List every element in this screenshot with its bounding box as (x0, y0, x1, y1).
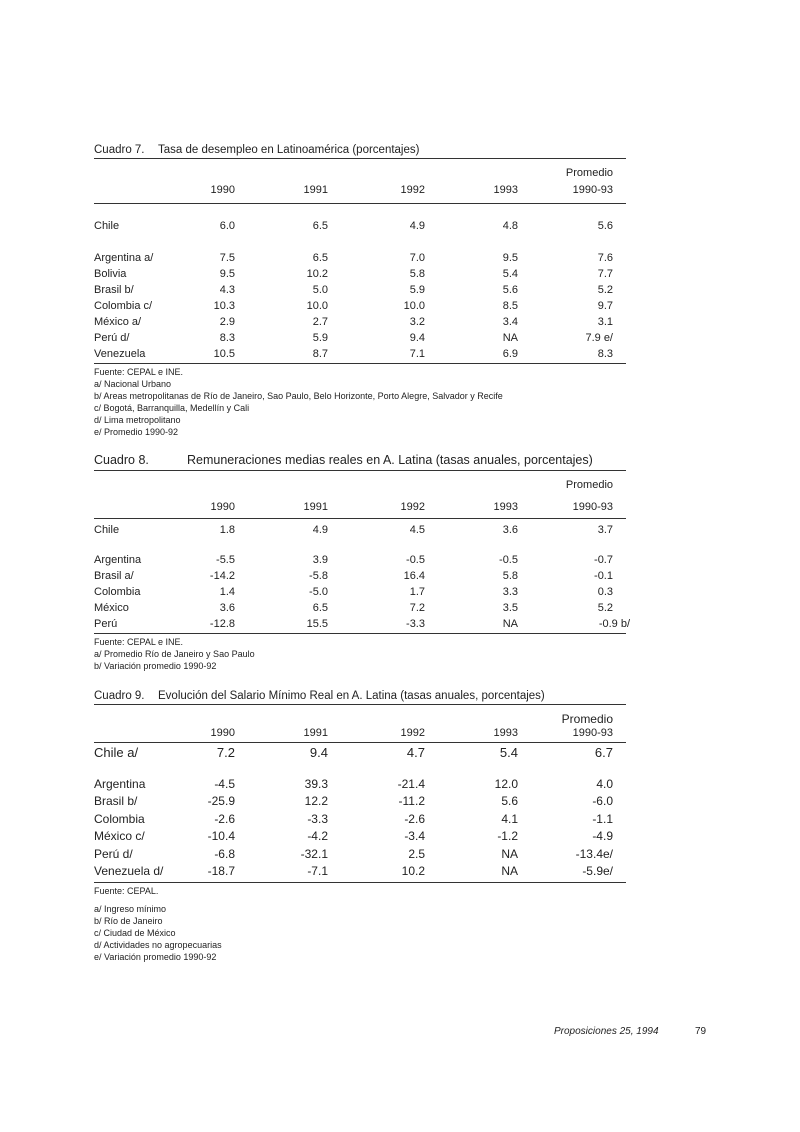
cell: -14.2 (209, 570, 235, 582)
column-header: 1992 (400, 727, 425, 739)
column-header: 1991 (303, 184, 328, 196)
row-label: Venezuela (94, 348, 146, 360)
cell: 7.0 (409, 252, 425, 264)
cell: -2.6 (214, 811, 235, 826)
table-row (94, 552, 626, 568)
cell: 3.5 (502, 602, 518, 614)
cell: -32.1 (300, 846, 328, 861)
row-label: México (94, 602, 129, 614)
cell: -1.2 (497, 829, 518, 843)
page-number: 79 (695, 1026, 707, 1037)
header-row-top (94, 165, 626, 182)
cell: 5.6 (502, 284, 518, 296)
cell: 8.3 (597, 348, 613, 360)
table-row (94, 346, 626, 362)
cell: 1.7 (409, 586, 425, 598)
table-notes (94, 366, 626, 438)
table-row (94, 298, 626, 314)
row-label: Argentina (94, 554, 142, 566)
cell: 5.9 (312, 332, 328, 344)
column-header: 1990 (210, 501, 235, 513)
cell: 7.6 (597, 252, 613, 264)
footnote: c/ Bogotá, Barranquilla, Medellín y Cali (94, 403, 250, 413)
row-label: Argentina (94, 776, 146, 791)
header-row (94, 182, 626, 199)
source-note: Fuente: CEPAL. (94, 885, 159, 896)
footnote: c/ Ciudad de México (94, 927, 176, 938)
column-header: 1990 (210, 727, 235, 739)
table-row (94, 776, 626, 794)
column-header: Promedio (561, 712, 613, 726)
footnote: e/ Promedio 1990-92 (94, 427, 179, 437)
cell: -11.2 (398, 794, 425, 808)
table-row (94, 616, 630, 632)
cell: 6.9 (502, 348, 518, 360)
cell: 4.0 (596, 776, 613, 791)
source-note: Fuente: CEPAL e INE. (94, 637, 184, 647)
row-label: Chile (94, 524, 120, 536)
cell: -7.1 (307, 864, 328, 878)
cell: 10.2 (401, 864, 425, 878)
row-label: Bolivia (94, 268, 127, 280)
cell: -4.2 (307, 829, 328, 843)
cell: 7.1 (409, 348, 425, 360)
cell: 3.3 (502, 586, 518, 598)
footnote: e/ Variación promedio 1990-92 (94, 951, 217, 962)
cell: 6.0 (219, 220, 235, 232)
cell: 1.4 (219, 586, 235, 598)
source-note: Fuente: CEPAL e INE. (94, 367, 184, 377)
running-footer: Proposiciones 25, 1994 (554, 1026, 659, 1037)
cell: -4.5 (214, 776, 235, 791)
cell: 8.5 (502, 300, 518, 312)
column-header: Promedio (565, 479, 613, 491)
column-header: 1992 (400, 501, 425, 513)
table-number: Cuadro 7. (94, 144, 145, 156)
cell: 12.0 (494, 776, 518, 791)
footnote: a/ Ingreso mínimo (94, 903, 167, 914)
header-row-top (94, 477, 626, 499)
header-row (94, 499, 626, 515)
row-label: Chile (94, 220, 120, 232)
cell: 4.3 (219, 284, 235, 296)
cell: 6.5 (312, 252, 328, 264)
table-caption (94, 142, 626, 158)
cell: 16.4 (403, 570, 425, 582)
table-number: Cuadro 8. (94, 453, 149, 467)
cell: 10.0 (403, 300, 425, 312)
row-label: Colombia (94, 811, 145, 826)
row-label: Venezuela d/ (94, 864, 164, 878)
cell: NA (502, 618, 518, 630)
table-row (94, 600, 626, 616)
footnote: b/ Areas metropolitanas de Río de Janeiro, Sao Paulo, Belo Horizonte, Porto Alegre, Salvador y Recife (94, 391, 503, 401)
cell: 5.2 (597, 284, 613, 296)
cell: NA (501, 864, 518, 878)
row-label: Brasil b/ (94, 794, 138, 808)
column-header: 1990-93 (572, 727, 613, 739)
row-label: Colombia (94, 586, 141, 598)
column-header: 1991 (303, 727, 328, 739)
cell: -0.7 (594, 554, 613, 566)
row-label: Perú (94, 618, 118, 630)
cell: NA (501, 846, 518, 861)
row-label: México c/ (94, 829, 145, 843)
row-label: Perú d/ (94, 332, 130, 344)
cell: 7.2 (409, 602, 425, 614)
column-header: 1990-93 (572, 501, 613, 513)
cell: 10.3 (213, 300, 235, 312)
cell: 12.2 (304, 794, 328, 808)
table-row (94, 330, 626, 346)
cell: 7.2 (216, 745, 235, 760)
table-title: Tasa de desempleo en Latinoamérica (porcentajes) (158, 144, 420, 156)
cell: 5.4 (502, 268, 518, 280)
footnote: a/ Nacional Urbano (94, 379, 172, 389)
table-title: Remuneraciones medias reales en A. Latina (tasas anuales, porcentajes) (187, 453, 593, 467)
cell: 9.4 (309, 745, 328, 760)
cell: -0.5 (406, 554, 425, 566)
table-row (94, 811, 626, 829)
cell: 9.5 (219, 268, 235, 280)
table-row (94, 584, 626, 600)
cell: -10.4 (207, 829, 235, 843)
cell: 5.2 (597, 602, 613, 614)
table-row (94, 266, 626, 282)
cell: -1.1 (592, 811, 613, 826)
footnote: a/ Promedio Río de Janeiro y Sao Paulo (94, 649, 255, 659)
cell: 5.6 (501, 794, 518, 808)
table-row (94, 793, 626, 811)
cell: 6.5 (312, 220, 328, 232)
header-row-top (94, 711, 626, 725)
cell: 3.6 (502, 524, 518, 536)
cell: 15.5 (306, 618, 328, 630)
footnote: b/ Río de Janeiro (94, 915, 163, 926)
row-label: Colombia c/ (94, 300, 153, 312)
cell: -18.7 (207, 864, 235, 878)
cell: 10.0 (306, 300, 328, 312)
cell: -3.3 (406, 618, 425, 630)
row-label: Argentina a/ (94, 252, 154, 264)
cell: 39.3 (304, 776, 328, 791)
cell: 4.9 (312, 524, 328, 536)
table-row (94, 828, 626, 846)
cell: 5.6 (597, 220, 613, 232)
cell: -5.5 (216, 554, 235, 566)
cell: 9.4 (409, 332, 425, 344)
cell: -21.4 (397, 776, 425, 791)
table-notes (94, 885, 626, 963)
cell: -5.0 (309, 586, 328, 598)
cell: 5.8 (409, 268, 425, 280)
cell: -5.9e/ (582, 864, 613, 878)
cell: -2.6 (404, 811, 425, 826)
cell: 10.5 (213, 348, 235, 360)
cell: -12.8 (209, 618, 235, 630)
cell: 3.6 (219, 602, 235, 614)
cell: 0.3 (597, 586, 613, 598)
column-header: 1991 (303, 501, 328, 513)
cell: 3.9 (312, 554, 328, 566)
cell: 5.4 (499, 745, 518, 760)
cell: 2.5 (408, 846, 425, 861)
cell: 4.9 (409, 220, 425, 232)
cell: 9.7 (597, 300, 613, 312)
cell: 8.3 (219, 332, 235, 344)
row-label: Chile a/ (94, 745, 139, 760)
cell: 7.9 e/ (585, 332, 613, 344)
table-cuadro-7 (94, 142, 626, 438)
cell: 3.2 (409, 316, 425, 328)
cell: 3.1 (597, 316, 613, 328)
cell: 1.8 (219, 524, 235, 536)
table-row (94, 522, 626, 538)
table-title: Evolución del Salario Mínimo Real en A. Latina (tasas anuales, porcentajes) (158, 690, 545, 702)
cell: -6.0 (592, 794, 613, 808)
table-number: Cuadro 9. (94, 690, 145, 702)
table-row (94, 846, 626, 864)
cell: 7.7 (597, 268, 613, 280)
cell: 2.9 (219, 316, 235, 328)
column-header: Promedio (565, 167, 613, 179)
table-row (94, 218, 626, 234)
header-row (94, 725, 626, 741)
column-header: 1993 (493, 501, 518, 513)
table-row (94, 744, 626, 762)
footnote: d/ Actividades no agropecuarias (94, 939, 222, 950)
cell: 6.5 (312, 602, 328, 614)
cell: -3.4 (404, 829, 425, 843)
cell: 4.7 (406, 745, 425, 760)
cell: -3.3 (307, 811, 328, 826)
cell: 8.7 (312, 348, 328, 360)
cell: -0.1 (594, 570, 613, 582)
table-caption (94, 452, 626, 468)
column-header: 1993 (493, 727, 518, 739)
cell: 3.4 (502, 316, 518, 328)
table-row (94, 863, 626, 881)
table-notes (94, 636, 626, 672)
cell: 6.7 (594, 745, 613, 760)
table-caption (94, 688, 626, 704)
cell: -13.4e/ (575, 846, 613, 861)
column-header: 1993 (493, 184, 518, 196)
cell: 2.7 (312, 316, 328, 328)
table-row (94, 250, 626, 266)
cell: -4.9 (592, 829, 613, 843)
cell: 5.9 (409, 284, 425, 296)
cell: 4.8 (502, 220, 518, 232)
table-row (94, 314, 626, 330)
footnote: d/ Lima metropolitano (94, 415, 181, 425)
column-header: 1990 (210, 184, 235, 196)
column-header: 1992 (400, 184, 425, 196)
cell: -25.9 (207, 794, 235, 808)
footnote: b/ Variación promedio 1990-92 (94, 661, 217, 671)
row-label: Brasil a/ (94, 570, 134, 582)
cell: NA (502, 332, 518, 344)
cell: -0.5 (499, 554, 518, 566)
table-row (94, 282, 626, 298)
row-label: Perú d/ (94, 846, 133, 861)
cell: -6.8 (214, 846, 235, 861)
cell: 3.7 (597, 524, 613, 536)
cell: -5.8 (309, 570, 328, 582)
cell: 5.0 (312, 284, 328, 296)
cell: 4.5 (409, 524, 425, 536)
row-label: Brasil b/ (94, 284, 134, 296)
cell: 4.1 (501, 811, 518, 826)
cell: 7.5 (219, 252, 235, 264)
cell: 10.2 (306, 268, 328, 280)
table-cuadro-8 (94, 452, 630, 672)
table-cuadro-9 (94, 688, 626, 963)
cell: 9.5 (502, 252, 518, 264)
row-label: México a/ (94, 316, 142, 328)
cell: 5.8 (502, 570, 518, 582)
table-row (94, 568, 626, 584)
column-header: 1990-93 (572, 184, 613, 196)
cell: -0.9 b/ (598, 618, 630, 630)
